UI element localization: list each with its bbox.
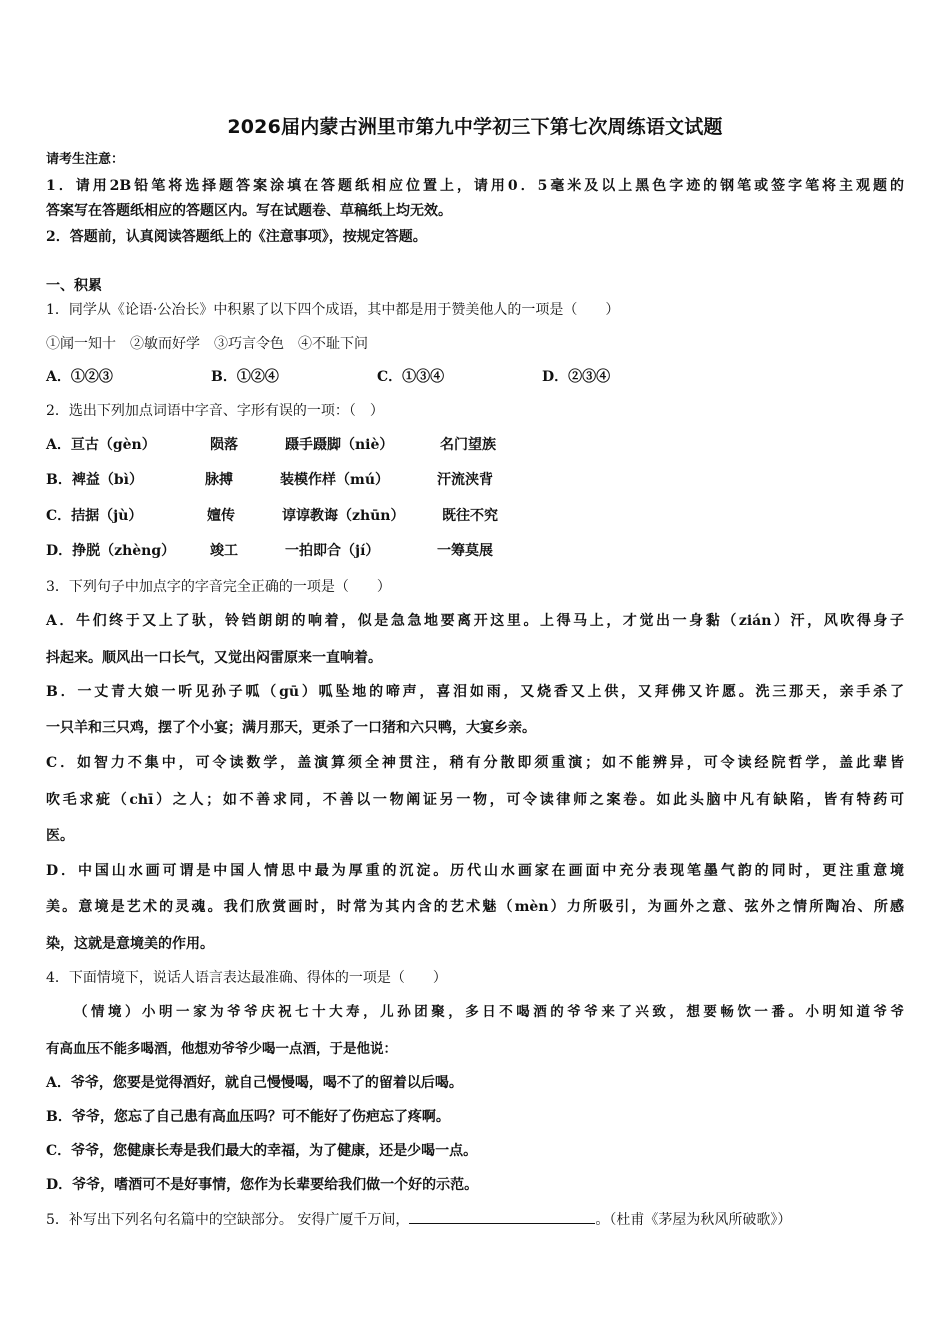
question-3-option-c-line-3: 医。	[46, 828, 74, 844]
question-5-source: 。（杜甫《茅屋为秋风所破歌》）	[595, 1212, 792, 1228]
question-1-items: ①闻一知十 ②敏而好学 ③巧言令色 ④不耻下问	[46, 336, 368, 352]
notice-heading: 请考生注意：	[46, 152, 125, 167]
question-5-stem: 5．补写出下列名句名篇中的空缺部分。 安得广厦千万间，	[46, 1212, 410, 1228]
question-4-stem: 4．下面情境下，说话人语言表达最准确、得体的一项是（ ）	[46, 970, 447, 986]
question-4-context-line-2: 有高血压不能多喝酒，他想劝爷爷少喝一点酒，于是他说：	[46, 1041, 397, 1057]
notice-item-1b: 答案写在答题纸相应的答题区内。写在试题卷、草稿纸上均无效。	[46, 203, 452, 219]
question-2-stem: 2．选出下列加点词语中字音、字形有误的一项：（ ）	[46, 403, 384, 419]
question-4-context-line-1: （情境）小明一家为爷爷庆祝七十大寿，儿孙团聚，多日不喝酒的爷爷来了兴致，想要畅饮一番。小明知道爷爷	[74, 1004, 904, 1020]
notice-item-2: 2．答题前，认真阅读答题纸上的《注意事项》，按规定答题。	[46, 229, 427, 245]
question-4-option-d: D．爷爷，嗜酒可不是好事情，您作为长辈要给我们做一个好的示范。	[46, 1177, 479, 1193]
question-3-option-a-line-2: 抖起来。顺风出一口长气，又觉出闷雷原来一直响着。	[46, 650, 382, 666]
question-3-stem: 3．下列句子中加点字的字音完全正确的一项是（ ）	[46, 579, 391, 595]
section-heading: 一、积累	[46, 278, 102, 294]
question-5	[46, 1209, 791, 1230]
exam-page: 2026届内蒙古洲里市第九中学初三下第七次周练语文试题 请考生注意： 1．请用2B铅笔将选择题答案涂填在答题纸相应位置上，请用0．5毫米及以上黑色字迹的钢笔或签字笔将主观题的 答案写在答题纸相应的答题区内。写在试题卷、草稿纸上均无效。 2．答题前，认真阅读答题纸上的《注意事项》，按规定答题。 一、积累 1．同学从《论语·公冶长》中积累了以下四个成语，其中都是用于赞美他人的一项是（ ） ①闻一知十 ②敏而好学 ③巧言令色 ④不耻下问 A．①②③ B．①②④ C．①③④ D．②③④ 2．选出下列加点词语中字音、字形有误的一项：（ ） A．亘古（gèn） 陨落 蹑手蹑脚（niè） 名门望族 B．裨益（bì） 脉搏 装模作样（mú） 汗流浃背 C．拮据（jù） 嬗传 谆谆教诲（zhūn） 既往不究 D．挣脱（zhèng） 竣工 一拍即合（jí） 一筹莫展 3．下列句子中加点字的字音完全正确的一项是（ ） A．牛们终于又上了驮，铃铛朗朗的响着，似是急急地要离开这里。上得马上，才觉出一身黏（zián）汗，风吹得身子 抖起来。顺风出一口长气，又觉出闷雷原来一直响着。 B．一丈青大娘一听见孙子呱（gū）呱坠地的啼声，喜泪如雨，又烧香又上供，又拜佛又许愿。洗三那天，亲手杀了 一只羊和三只鸡，摆了个小宴；满月那天，更杀了一口猪和六只鸭，大宴乡亲。 C．如智力不集中，可令读数学，盖演算须全神贯注，稍有分散即须重演；如不能辨异，可令读经院哲学，盖此辈皆 吹毛求疵（chī）之人；如不善求同，不善以一物阐证另一物，可令读律师之案卷。如此头脑中凡有缺陷，皆有特药可 医。 D．中国山水画可谓是中国人情思中最为厚重的沉淀。历代山水画家在画面中充分表现笔墨气韵的同时，更注重意境 美。意境是艺术的灵魂。我们欣赏画时，时常为其内含的艺术魅（mèn）力所吸引，为画外之意、弦外之情所陶冶、所感 染，这就是意境美的作用。 4．下面情境下，说话人语言表达最准确、得体的一项是（ ） （情境）小明一家为爷爷庆祝七十大寿，儿孙团聚，多日不喝酒的爷爷来了兴致，想要畅饮一番。小明知道爷爷 有高血压不能多喝酒，他想劝爷爷少喝一点酒，于是他说： A．爷爷，您要是觉得酒好，就自己慢慢喝，喝不了的留着以后喝。 B．爷爷，您忘了自己患有高血压吗？可不能好了伤疤忘了疼啊。 C．爷爷，您健康长寿是我们最大的幸福，为了健康，还是少喝一点。 D．爷爷，嗜酒可不是好事情，您作为长辈要给我们做一个好的示范。 5．补写出下列名句名篇中的空缺部分。 安得广厦千万间， 。（杜甫《茅屋为秋风所破歌》）	[0, 0, 950, 1344]
question-3-option-b-line-1: B．一丈青大娘一听见孙子呱（gū）呱坠地的啼声，喜泪如雨，又烧香又上供，又拜佛又许愿。洗三那天，亲手杀了	[46, 684, 904, 700]
question-4-option-c: C．爷爷，您健康长寿是我们最大的幸福，为了健康，还是少喝一点。	[46, 1143, 478, 1159]
question-3-option-d-line-2: 美。意境是艺术的灵魂。我们欣赏画时，时常为其内含的艺术魅（mèn）力所吸引，为画外之意、弦外之情所陶冶、所感	[46, 899, 904, 915]
option-c: C．①③④	[377, 369, 445, 385]
answer-blank[interactable]	[409, 1209, 595, 1224]
question-4-option-a: A．爷爷，您要是觉得酒好，就自己慢慢喝，喝不了的留着以后喝。	[46, 1075, 463, 1091]
option-a: A．①②③	[46, 369, 113, 385]
notice-item-1a: 1．请用2B铅笔将选择题答案涂填在答题纸相应位置上，请用0．5毫米及以上黑色字迹的钢笔或签字笔将主观题的	[46, 178, 904, 194]
question-4-option-b: B．爷爷，您忘了自己患有高血压吗？可不能好了伤疤忘了疼啊。	[46, 1109, 450, 1125]
question-3-option-b-line-2: 一只羊和三只鸡，摆了个小宴；满月那天，更杀了一口猪和六只鸭，大宴乡亲。	[46, 720, 536, 736]
question-3-option-c-line-2: 吹毛求疵（chī）之人；如不善求同，不善以一物阐证另一物，可令读律师之案卷。如此头脑中凡有缺陷，皆有特药可	[46, 792, 904, 808]
option-d: D．②③④	[542, 369, 611, 385]
question-3-option-d-line-1: D．中国山水画可谓是中国人情思中最为厚重的沉淀。历代山水画家在画面中充分表现笔墨气韵的同时，更注重意境	[46, 863, 904, 879]
option-b: B．①②④	[211, 369, 279, 385]
question-3-option-c-line-1: C．如智力不集中，可令读数学，盖演算须全神贯注，稍有分散即须重演；如不能辨异，可令读经院哲学，盖此辈皆	[46, 755, 904, 771]
page-title: 2026届内蒙古洲里市第九中学初三下第七次周练语文试题	[227, 116, 723, 138]
question-3-option-a-line-1: A．牛们终于又上了驮，铃铛朗朗的响着，似是急急地要离开这里。上得马上，才觉出一身黏（zián）汗，风吹得身子	[46, 613, 904, 629]
question-3-option-d-line-3: 染，这就是意境美的作用。	[46, 936, 214, 952]
question-1-stem: 1．同学从《论语·公冶长》中积累了以下四个成语，其中都是用于赞美他人的一项是（ ）	[46, 302, 620, 318]
